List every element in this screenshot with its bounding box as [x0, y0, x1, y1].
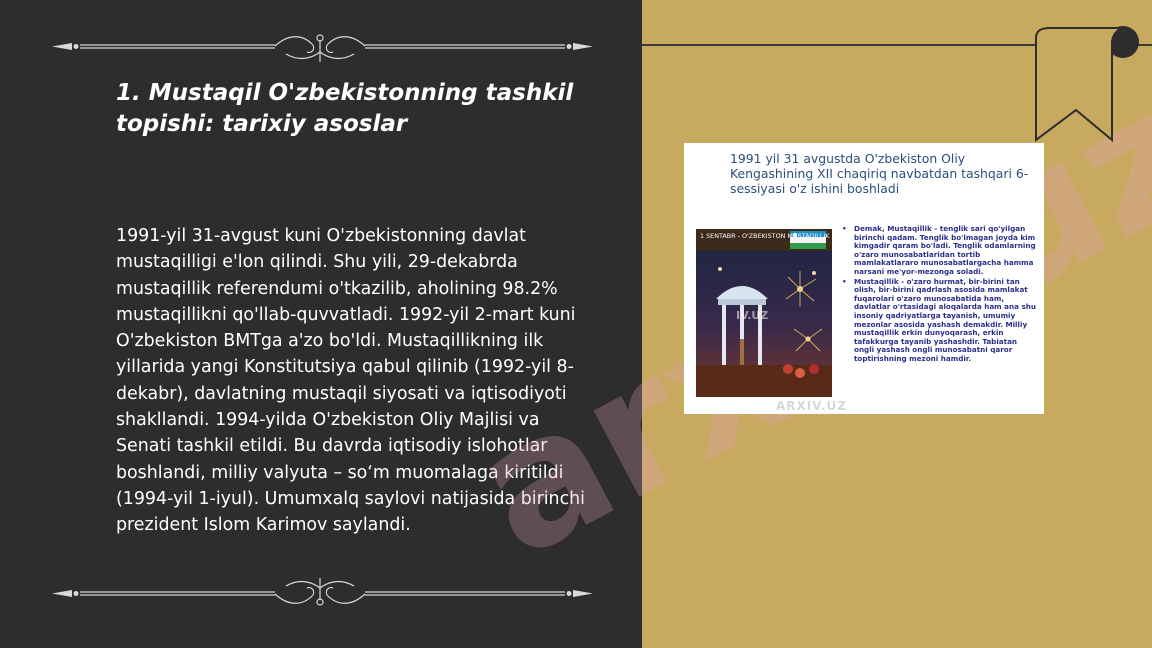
thumbnail-watermark: ARXIV.UZ	[776, 399, 847, 413]
independence-day-photo	[696, 229, 847, 397]
bottom-ornament-icon	[50, 572, 595, 612]
slide-body-text: 1991-yil 31-avgust kuni O'zbekistonning davlat mustaqilligi e'lon qilindi. Shu yili, 29-dekabrda mustaqillik referendumi o'tkazilib, aholining 98.2% mustaqillikni qo'llab-quvvatladi. 1992-yil 2-mart kuni O'zbekiston BMTga a'zo bo'ldi. Mustaqillikning ilk yillarida yangi Konstitutsiya qabul qilinib (1992-yil 8-dekabr), davlatning mustaqil siyosati va iqtisodiyoti shakllandi. 1994-yilda O'zbekiston Oliy Majlisi va Senati tashkil etildi. Bu davrda iqtisodiy islohotlar boshlandi, milliy valyuta – so‘m muomalaga kiritildi (1994-yil 1-iyul). Umumxalq saylovi natijasida birinchi prezident Islom Karimov saylandi.	[116, 226, 585, 536]
photo-caption: 1 SENTABR - O'ZBEKISTON MUSTAQILLIK KUNI	[700, 232, 847, 240]
top-ornament-icon	[50, 28, 595, 68]
slide-title: 1. Mustaqil O'zbekistonning tashkil topishi: tarixiy asoslar	[116, 80, 574, 137]
photo-watermark: IV.UZ	[736, 309, 769, 322]
thumbnail-bullet: • Demak, Mustaqillik - tenglik sari qo'yilgan birinchi qadam. Tenglik bo'lmagan joyda kim kimgadir qaram bo'ladi. Tenglik odamlarning o'zaro munosabatlaridan tortib mamlakatlararo munosabatlargacha hamma narsani me'yor-mezonga soladi.	[842, 225, 1038, 277]
thumbnail-title: 1991 yil 31 avgustda O'zbekiston Oliy Kengashining XII chaqiriq navbatdan tashqari 6-sessiyasi o'z ishini boshladi	[730, 151, 1029, 196]
slide-thumbnail	[684, 143, 1044, 414]
bookmark-icon	[1030, 24, 1144, 146]
thumbnail-bullet-list	[842, 225, 1038, 365]
thumbnail-bullet: • Mustaqillik - o'zaro hurmat, bir-birini tan olish, bir-birini qadrlash asosida mamlakat fuqarolari o'zaro munosabatida ham, davlatlar o'rtasidagi aloqalarda ham ana shu insoniy qadriyatlarga tayanish, umumiy mezonlar asosida yashash demakdir. Milliy mustaqillik erkin dunyoqarash, erkin tafakkurga tayanib yashashdir. Tabiatan ongli yashash ongli munosabatni qaror toptirishning mezoni hamdir.	[842, 278, 1038, 364]
